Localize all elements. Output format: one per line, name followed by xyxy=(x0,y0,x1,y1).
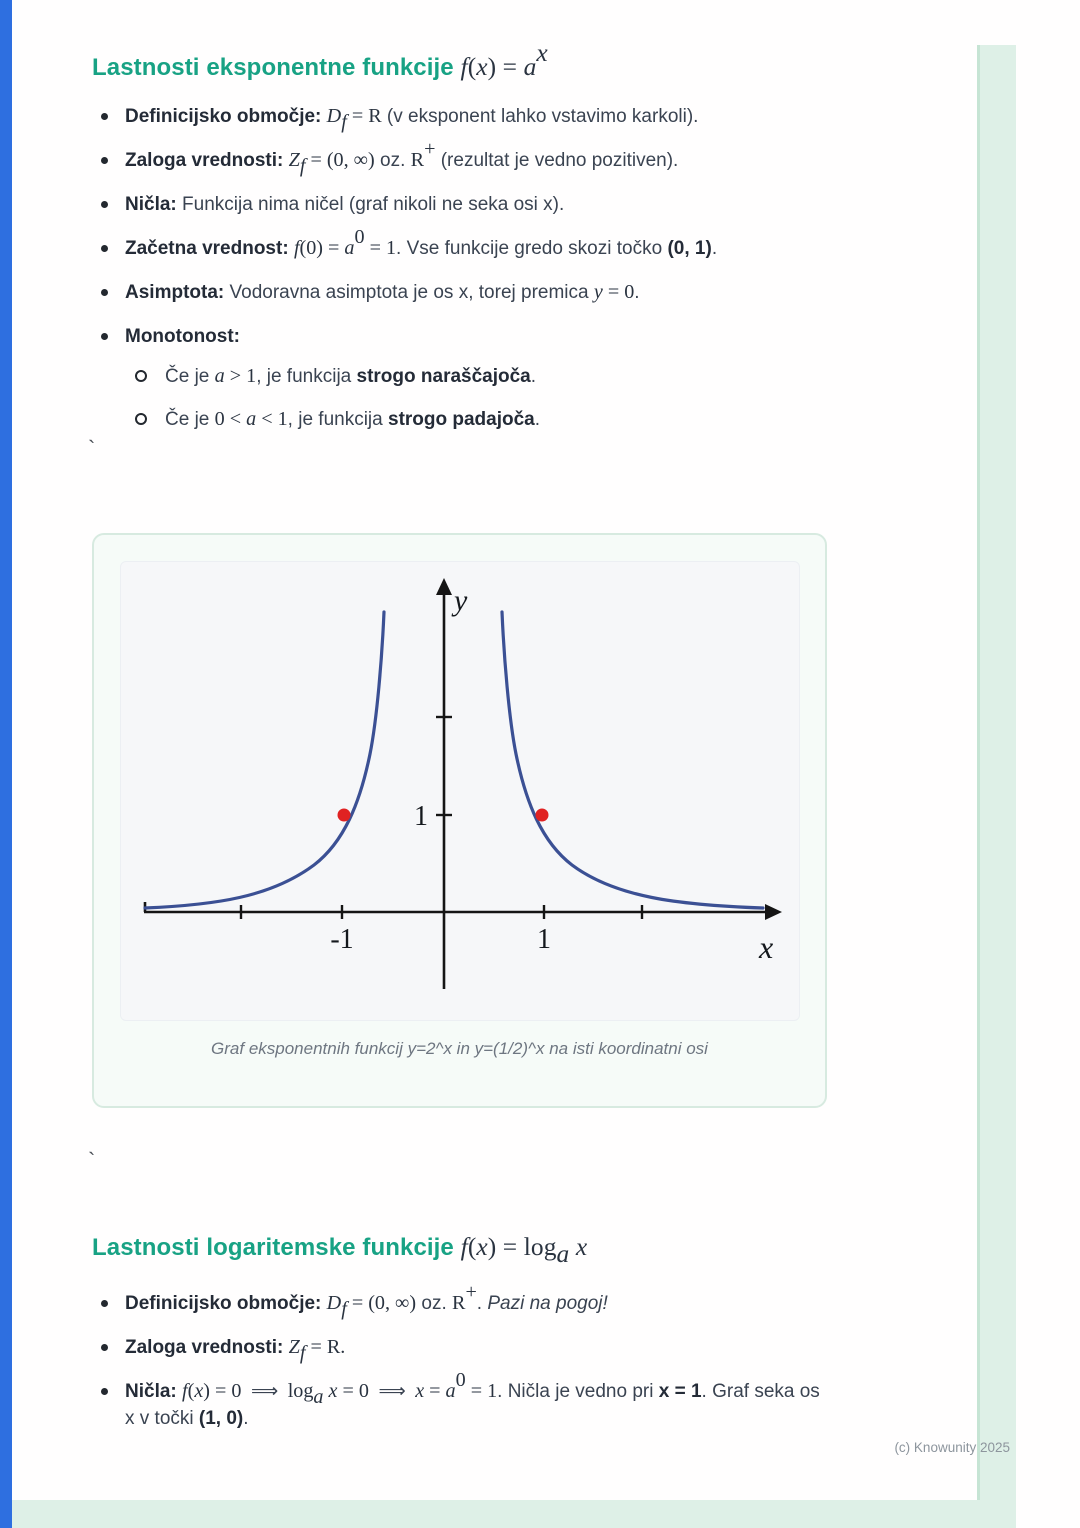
text-segment: . xyxy=(476,1293,488,1314)
text-segment: a xyxy=(246,408,257,430)
property-text xyxy=(125,326,240,347)
text-segment: a xyxy=(214,365,225,387)
text-segment: R xyxy=(410,149,425,171)
x-tick-label-1: 1 xyxy=(536,924,551,955)
stray-backtick-mark: ` xyxy=(88,1148,96,1173)
y-tick-label-1: 1 xyxy=(413,801,428,832)
text-segment: = 0 xyxy=(602,281,635,303)
subproperty-text xyxy=(165,366,536,387)
subproperty-decreasing xyxy=(135,406,892,433)
text-segment: Vodoravna asimptota je os x, torej premica xyxy=(224,282,594,303)
text-segment: ⟹ xyxy=(241,1381,288,1402)
property-item-zero xyxy=(92,1368,832,1432)
x-axis-arrow-icon xyxy=(765,904,782,920)
text-segment: oz. xyxy=(416,1293,452,1314)
text-segment: x xyxy=(194,1380,204,1402)
text-segment: . xyxy=(711,238,718,259)
text-segment: 0 < xyxy=(214,408,247,430)
text-segment: Monotonost: xyxy=(125,326,241,347)
text-segment: f xyxy=(182,1380,188,1402)
x-tick-label-neg1: -1 xyxy=(329,924,354,955)
text-segment: a xyxy=(344,237,355,259)
subproperty-text xyxy=(165,409,540,430)
text-segment: Ničla: xyxy=(125,194,177,215)
exponential-graph xyxy=(121,562,801,1022)
text-segment: ( xyxy=(187,1380,195,1402)
text-segment: ( xyxy=(467,52,477,81)
text-segment: Zaloga vrednosti: xyxy=(125,150,289,171)
text-segment: (0, 1) xyxy=(667,238,712,259)
text-segment: x xyxy=(415,1380,425,1402)
text-segment: x xyxy=(323,1380,338,1402)
graph-image xyxy=(120,561,800,1021)
text-segment: f xyxy=(299,1341,306,1364)
text-segment: ) = xyxy=(487,52,524,81)
text-segment: ⟹ xyxy=(368,1381,416,1402)
text-segment: Z xyxy=(288,149,300,171)
page-right-margin-strip xyxy=(977,45,1016,1528)
y-axis-arrow-icon xyxy=(436,578,452,595)
text-segment: Začetna vrednost: xyxy=(125,238,294,259)
text-segment: ( xyxy=(467,1232,477,1261)
property-item-range xyxy=(92,137,892,177)
text-segment: = 0 xyxy=(337,1380,369,1402)
property-text xyxy=(125,137,679,177)
monotonicity-sublist xyxy=(125,363,892,433)
text-segment: Zaloga vrednosti: xyxy=(125,1337,289,1358)
property-item-monotonicity xyxy=(92,323,892,433)
text-segment: (1, 0) xyxy=(198,1408,244,1429)
y-axis-label: y xyxy=(453,584,467,617)
text-segment: a xyxy=(556,1239,570,1269)
curve-left-branch xyxy=(145,612,384,908)
text-segment: log xyxy=(287,1380,314,1402)
text-segment: y xyxy=(593,281,603,303)
text-segment: ) = log xyxy=(487,1232,557,1261)
text-segment: . Vse funkcije gredo skozi točko xyxy=(396,238,668,259)
text-segment: . Graf seka os x v točki xyxy=(125,1381,820,1429)
logarithmic-properties-list xyxy=(92,1280,832,1449)
text-segment: = R. xyxy=(305,1336,346,1358)
text-segment: a xyxy=(523,52,537,81)
graph-card xyxy=(92,533,827,1108)
section-title-text xyxy=(92,38,548,81)
property-item-asymptote xyxy=(92,279,892,306)
text-segment: Lastnosti logaritemske funkcije xyxy=(92,1234,461,1261)
stray-backtick-mark: ` xyxy=(88,436,96,461)
text-segment: x = 1 xyxy=(658,1381,702,1402)
text-segment: f xyxy=(341,1297,347,1320)
text-segment: < 1 xyxy=(256,408,288,430)
text-segment: = R xyxy=(346,105,382,127)
text-segment: . xyxy=(634,282,640,303)
text-segment: a xyxy=(445,1380,456,1402)
property-text xyxy=(125,282,640,303)
exponential-properties-list xyxy=(92,103,892,450)
text-segment: Ničla: xyxy=(125,1381,183,1402)
page-bottom-margin-band xyxy=(12,1500,1016,1528)
property-item-range xyxy=(92,1334,832,1364)
text-segment: . xyxy=(530,366,537,387)
text-segment: > 1 xyxy=(224,365,257,387)
text-segment: (0) = xyxy=(299,237,345,259)
text-segment: strogo naraščajoča xyxy=(356,366,531,387)
curve-right-branch xyxy=(502,612,763,908)
text-segment: Funkcija nima ničel (graf nikoli ne seka osi x). xyxy=(176,194,565,215)
text-segment: f xyxy=(293,237,300,259)
text-segment: Pazi na pogoj! xyxy=(487,1293,608,1314)
text-segment: = (0, ∞) xyxy=(346,1292,417,1314)
marked-point-1-1 xyxy=(535,809,548,822)
text-segment: f xyxy=(460,1232,468,1261)
text-segment: D xyxy=(326,1292,342,1314)
text-segment: , je funkcija xyxy=(256,366,357,387)
property-text xyxy=(125,1368,820,1429)
text-segment: . xyxy=(243,1408,249,1429)
text-segment: 0 xyxy=(455,1368,466,1391)
text-segment: = xyxy=(424,1380,446,1402)
text-segment: R xyxy=(452,1292,466,1314)
text-segment: . Ničla je vedno pri xyxy=(497,1381,659,1402)
text-segment: ) = 0 xyxy=(203,1380,242,1402)
marked-point-neg1-1 xyxy=(337,809,350,822)
text-segment: Lastnosti eksponentne funkcije xyxy=(92,54,461,81)
property-item-zero xyxy=(92,191,892,218)
text-segment: x xyxy=(476,1232,488,1261)
text-segment: = 1 xyxy=(364,237,397,259)
text-segment: Če je xyxy=(165,409,215,430)
property-text xyxy=(125,1280,608,1320)
text-segment: f xyxy=(299,154,306,177)
text-segment: Asimptota: xyxy=(125,282,225,303)
subproperty-increasing xyxy=(135,363,892,390)
text-segment: + xyxy=(424,137,436,160)
text-segment: x xyxy=(569,1232,588,1261)
text-segment: x xyxy=(476,52,488,81)
text-segment: D xyxy=(326,105,342,127)
text-segment: strogo padajoča xyxy=(388,409,535,430)
text-segment: f xyxy=(460,52,468,81)
property-item-initial-value xyxy=(92,225,892,262)
text-segment: Definicijsko območje: xyxy=(125,106,327,127)
copyright-footer: (c) Knowunity 2025 xyxy=(894,1440,1010,1455)
text-segment: (v eksponent lahko vstavimo karkoli). xyxy=(381,106,699,127)
property-text xyxy=(125,225,718,259)
text-segment: Z xyxy=(288,1336,300,1358)
property-text xyxy=(125,105,699,133)
text-segment: x xyxy=(536,38,548,68)
property-item-domain xyxy=(92,1280,832,1320)
page-left-accent-bar xyxy=(0,0,12,1528)
text-segment: = (0, ∞) xyxy=(305,149,375,171)
section-title-exponential xyxy=(92,38,548,82)
x-axis-label: x xyxy=(758,929,773,965)
text-segment: Če je xyxy=(165,366,215,387)
text-segment: + xyxy=(465,1280,477,1303)
text-segment: = 1 xyxy=(465,1380,498,1402)
property-item-domain xyxy=(92,103,892,133)
text-segment: f xyxy=(341,110,347,133)
text-segment: Definicijsko območje: xyxy=(125,1293,327,1314)
text-segment: , je funkcija xyxy=(287,409,388,430)
text-segment: a xyxy=(313,1385,324,1408)
property-text xyxy=(125,194,564,215)
text-segment: 0 xyxy=(354,225,365,248)
property-text xyxy=(125,1336,346,1364)
section-title-logarithmic xyxy=(92,1232,588,1269)
text-segment: (rezultat je vedno pozitiven). xyxy=(435,150,679,171)
text-segment: oz. xyxy=(374,150,411,171)
graph-caption: Graf eksponentnih funkcij y=2^x in y=(1/2)^x na isti koordinatni osi xyxy=(211,1039,708,1058)
text-segment: . xyxy=(534,409,541,430)
section-title-text xyxy=(92,1232,588,1269)
